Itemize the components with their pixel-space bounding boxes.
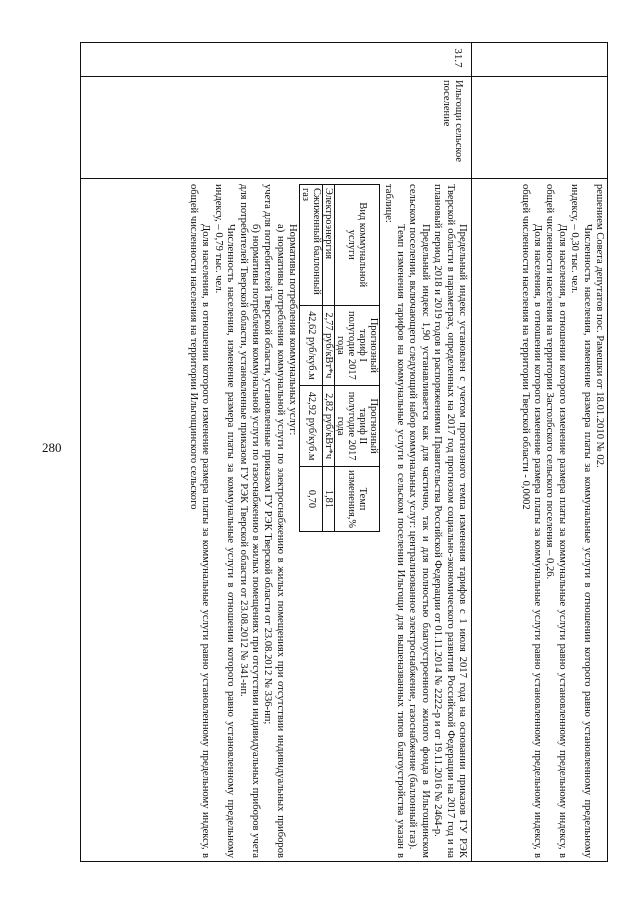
paragraph: Доля населения, в отношении которого изменение размера платы за коммунальные услуги равно установленному предельному индексу, в общей численности населения на территории Тверской области - 0,0002 <box>519 184 543 858</box>
table-cell: Сжиженный баллонный газ <box>300 185 323 306</box>
column-divider <box>80 178 472 179</box>
column-divider <box>472 76 608 77</box>
paragraph: Предельный индекс установлен с учетом прогнозного темпа изменения тарифов с 1 июля 2017 года на основании приказов ГУ РЭК Тверской области в параметрах, определенных на 2017 год прогнозом социально-экономического развития Российской Федерации на 2017 год и на плановый период 2018 и 2019 годов и распоряжениями Правительства Российской Федерации от 01.11.2014 № 2222-р и от 19.11.2016 № 2464-р. <box>432 184 468 858</box>
paragraph: Нормативы потребления коммунальных услуг: <box>287 224 299 436</box>
tariff-table <box>299 184 380 532</box>
paragraph: б) нормативы потребления коммунальной услуги по газоснабжению в жилых помещениях при отсутствии индивидуальных приборов учета для потребителей Тверской области, установленные приказом ГУ РЭК Тверской области от 23.08.2012 № 341-нп. <box>237 184 261 858</box>
table-cell: 42,62 руб/куб.м <box>300 305 323 386</box>
header-cell: Прогнозный тариф II полугодие 2017 года <box>335 386 380 467</box>
row-number: 31.7 <box>452 48 464 68</box>
paragraph: а) нормативы потребления коммунальной услуги по электроснабжению в жилых помещениях при отсутствии индивидуальных приборов учета для потребителей Тверской области, установленные приказом ГУ РЭК Тверской области от 23.08.2012 № 336-нп; <box>262 184 286 858</box>
table-row <box>300 185 323 532</box>
paragraph: Доля населения, в отношении которого изменение размера платы за коммунальные услуги равно установленному предельному индексу, в общей численности населения на территории Застолбского сельского поселения – 0,26. <box>544 184 568 858</box>
column-divider <box>472 178 608 179</box>
header-cell: Прогнозный тариф I полугодие 2017 года <box>335 305 380 386</box>
paragraph: Предельный индекс 1,90 устанавливается как для частично, так и для полностью благоустроенного жилого фонда в Ильгощинском сельском поселении, включающего следующий набор коммунальных услуг: централизованное электроснабжение, газоснабжение (баллонный газ). <box>407 184 431 858</box>
paragraph: Темп изменения тарифов на коммунальные услуги в сельском поселении Ильгощи для вышеназванных типов благоустройства указан в таблице: <box>382 184 406 858</box>
table-cell: 1,81 <box>323 466 335 531</box>
table-cell: 42,92 руб/куб.м <box>300 386 323 467</box>
table-row-continued <box>471 42 608 862</box>
paragraph: Доля населения, в отношении которого изменение размера платы за коммунальные услуги равно установленному предельному индексу, в общей численности населения на территории Ильгощинского сельского <box>187 184 212 858</box>
header-cell: Темп изменения,% <box>335 466 380 531</box>
table-cell: 2,77 руб/кВт*ч <box>323 305 335 386</box>
tariff-table-header <box>335 185 380 532</box>
municipality-name: Ильгощи сельское поселение <box>441 80 464 162</box>
paragraph: Численность населения, изменение размера платы за коммунальные услуги в отношении которого равно установленному предельному индексу, – 0,30 тыс. чел. <box>569 184 593 858</box>
table-cell: Электроэнергия <box>323 185 335 306</box>
table-row <box>323 185 335 532</box>
rotated-table-page <box>80 42 608 862</box>
paragraph: решением Совета депутатов пос. Рамешки от 18.01.2010 № 02. <box>594 184 605 468</box>
table-cell: 0,70 <box>300 466 323 531</box>
row-text-block <box>187 184 469 858</box>
table-row-ilgoshchi <box>80 42 472 862</box>
column-divider <box>80 76 472 77</box>
page-number: 280 <box>42 440 62 455</box>
row-text-block <box>518 184 605 858</box>
paragraph: Численность населения, изменение размера платы за коммунальные услуги в отношении которого равно установленному предельному индексу, – 0,79 тыс. чел. <box>212 184 237 858</box>
header-cell: Вид коммунальной услуги <box>335 185 380 306</box>
table-cell: 2,82 руб/кВт*ч <box>323 386 335 467</box>
